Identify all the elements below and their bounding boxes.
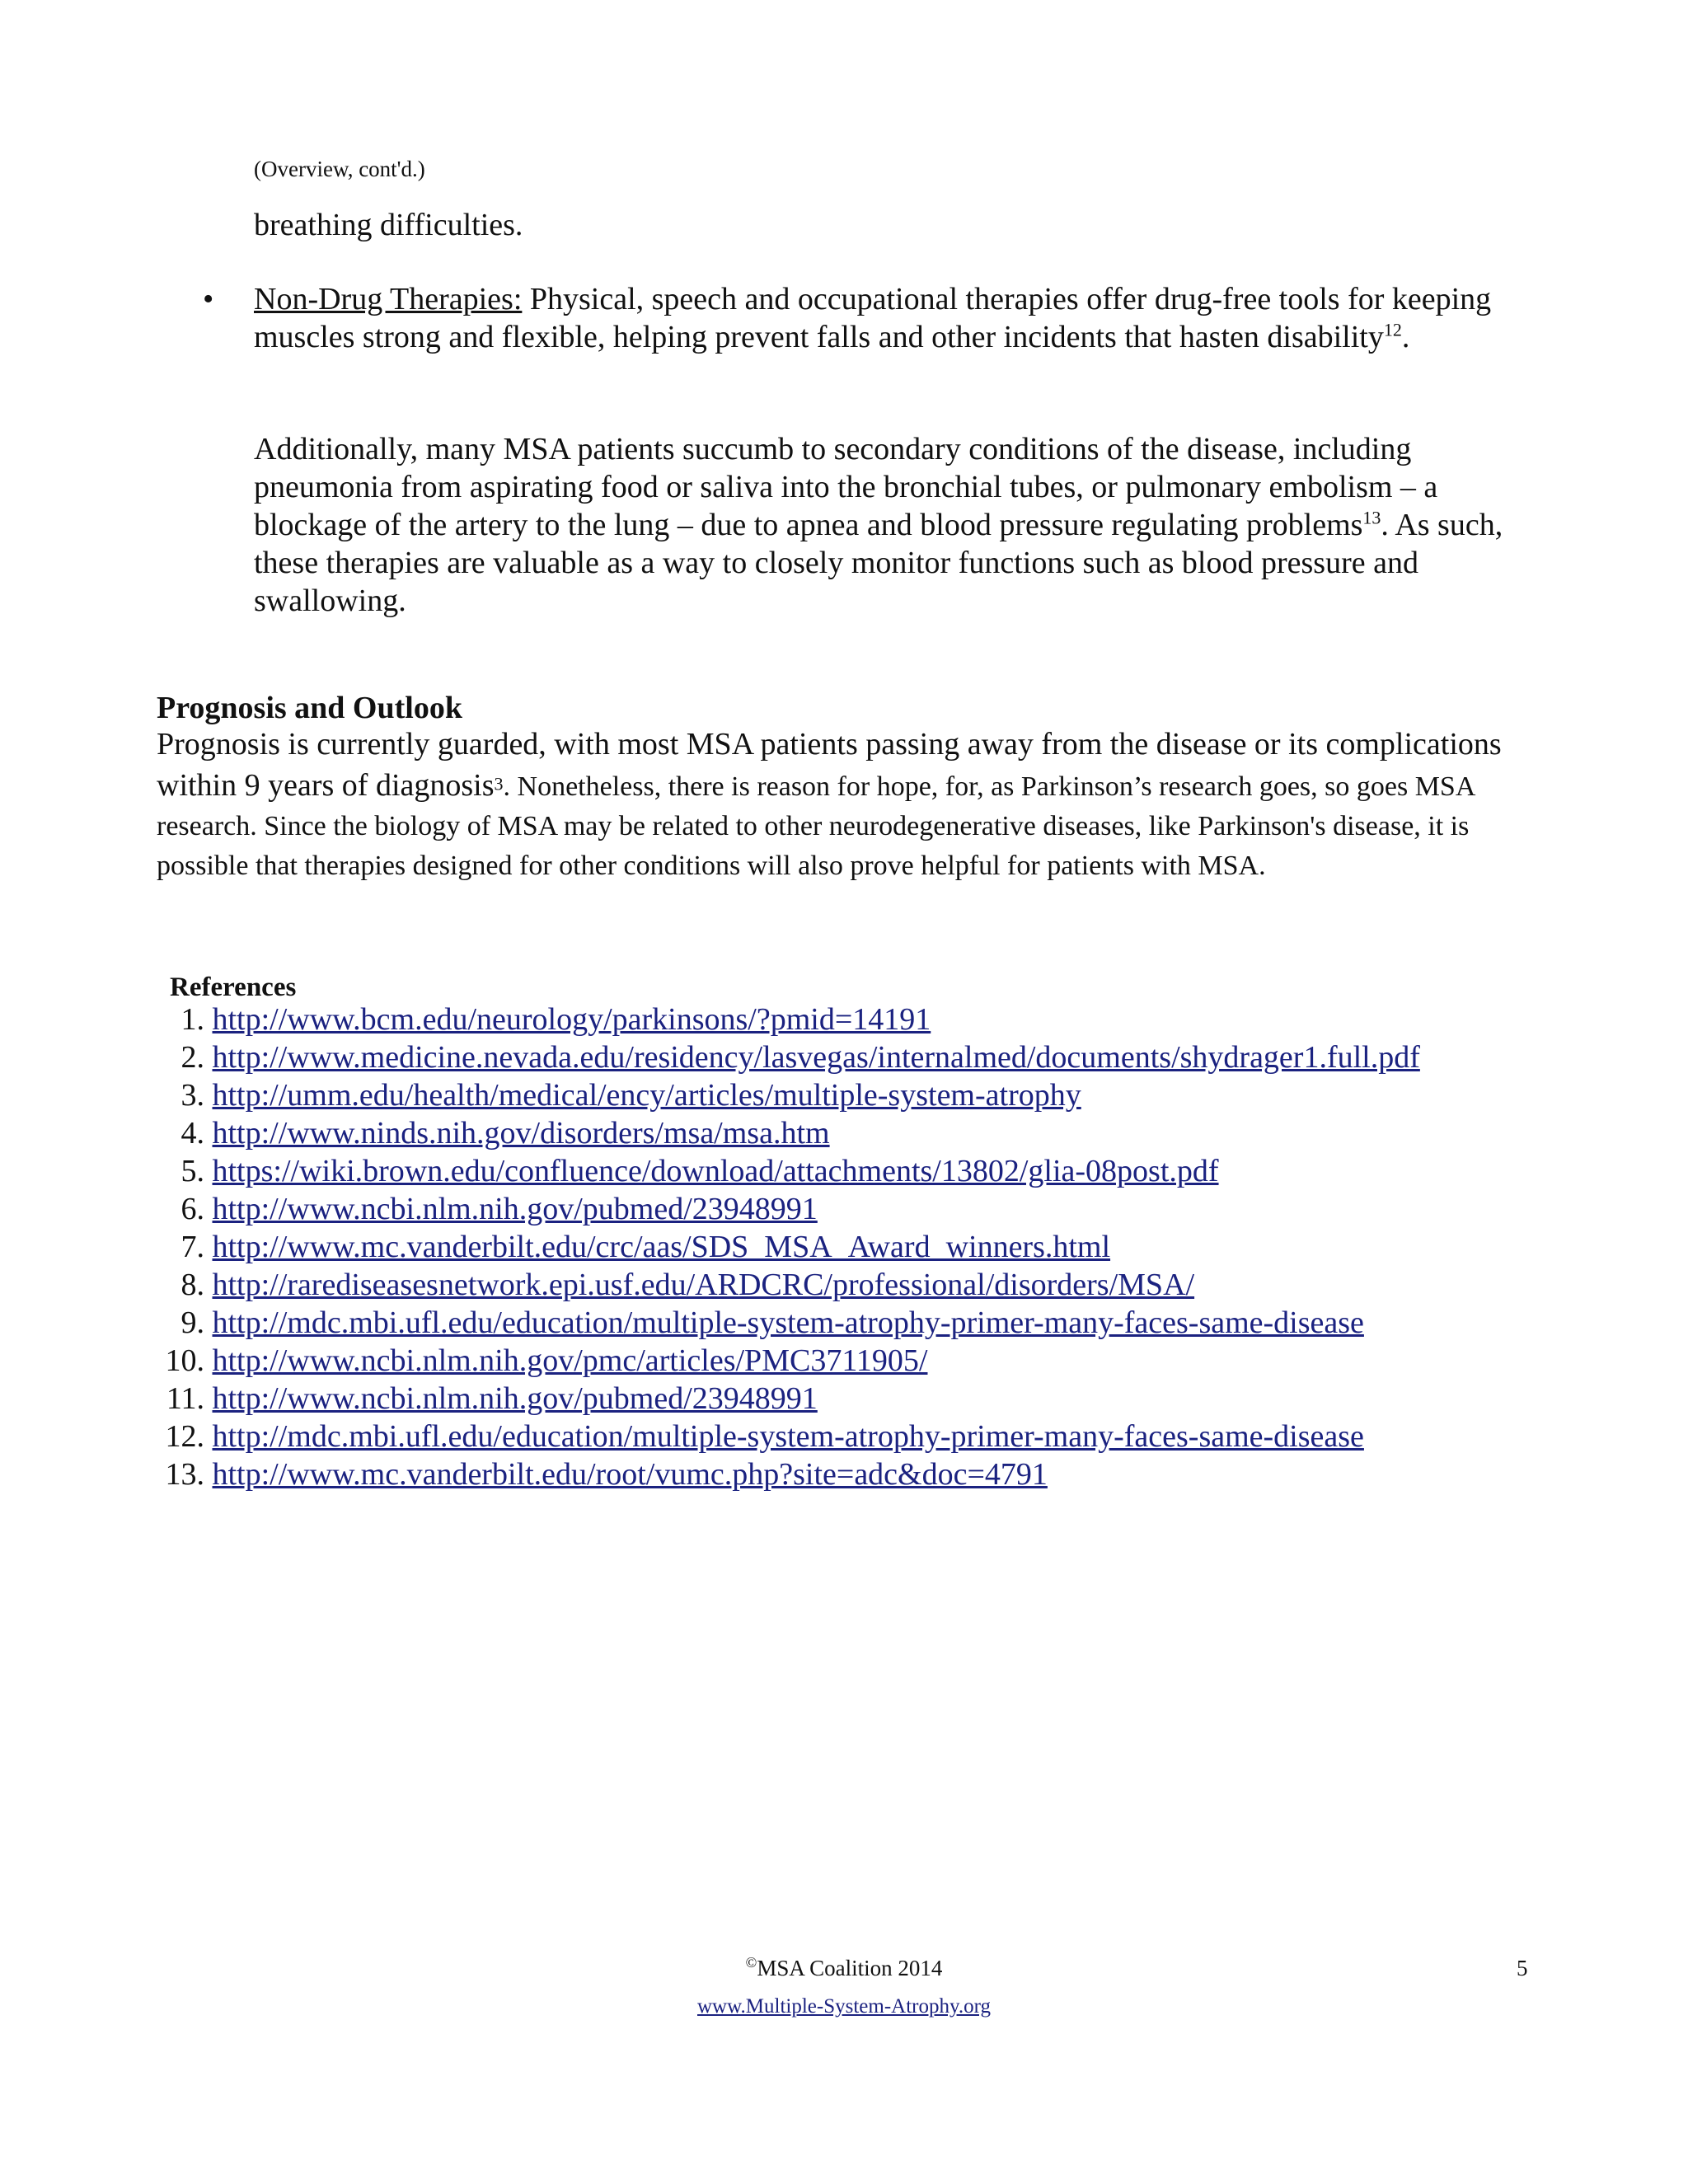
reference-link[interactable]: http://www.ninds.nih.gov/disorders/msa/msa.htm bbox=[212, 1116, 830, 1151]
reference-number: 12. bbox=[165, 1419, 204, 1454]
reference-link[interactable]: http://www.ncbi.nlm.nih.gov/pubmed/23948991 bbox=[212, 1381, 818, 1416]
continuation-note: (Overview, cont'd.) bbox=[254, 157, 425, 181]
copyright-symbol: © bbox=[745, 1954, 757, 1971]
reference-link[interactable]: http://www.medicine.nevada.edu/residency/lasvegas/internalmed/documents/shydrager1.full.pdf bbox=[212, 1040, 1420, 1075]
bullet-text-end: . bbox=[1401, 320, 1410, 354]
reference-link[interactable]: https://wiki.brown.edu/confluence/download/attachments/13802/glia-08post.pdf bbox=[212, 1154, 1219, 1188]
reference-item bbox=[148, 1304, 1420, 1342]
copyright-text: MSA Coalition 2014 bbox=[757, 1956, 943, 1980]
reference-link[interactable]: http://www.mc.vanderbilt.edu/crc/aas/SDS_MSA_Award_winners.html bbox=[212, 1230, 1111, 1264]
reference-item bbox=[148, 1455, 1420, 1493]
reference-number: 5. bbox=[181, 1154, 204, 1188]
reference-link[interactable]: http://www.bcm.edu/neurology/parkinsons/?pmid=14191 bbox=[212, 1002, 931, 1037]
prognosis-paragraph bbox=[157, 727, 1541, 888]
reference-item bbox=[148, 1190, 1420, 1228]
reference-number: 10. bbox=[165, 1343, 204, 1378]
footnote-marker: 12 bbox=[1383, 319, 1402, 340]
prognosis-text-end: . Nonetheless, there is reason for hope, for, as Parkinson’s research goes, so goes MSA research. Since the biology of MSA may be related to other neurodegenerative diseases, like Parkinson's disease, it is possible that therapies designed for other conditions will also prove helpful for patients with MSA. bbox=[157, 771, 1475, 881]
bullet-label: Non-Drug Therapies: bbox=[254, 282, 523, 316]
reference-number: 6. bbox=[181, 1192, 204, 1226]
bullet-text: Physical, speech and occupational therapies offer drug-free tools for keeping muscles strong and flexible, helping prevent falls and other incidents that hasten disability bbox=[254, 282, 1492, 354]
prognosis-text: Prognosis is currently guarded, with most MSA patients passing away from the disease or its complications within 9 years of diagnosis bbox=[157, 727, 1502, 803]
footnote-marker: 3 bbox=[494, 773, 504, 794]
section-heading-prognosis: Prognosis and Outlook bbox=[157, 691, 462, 725]
bullet-icon: • bbox=[203, 282, 214, 316]
additional-paragraph bbox=[254, 430, 1540, 620]
reference-item bbox=[148, 1418, 1420, 1455]
reference-link[interactable]: http://www.ncbi.nlm.nih.gov/pubmed/23948991 bbox=[212, 1192, 818, 1226]
references-list bbox=[148, 1001, 1420, 1493]
reference-item bbox=[148, 1038, 1420, 1076]
reference-item bbox=[148, 1342, 1420, 1380]
reference-link[interactable]: http://www.ncbi.nlm.nih.gov/pmc/articles/PMC3711905/ bbox=[212, 1343, 928, 1378]
website-link[interactable]: www.Multiple-System-Atrophy.org bbox=[697, 1995, 991, 2018]
reference-item bbox=[148, 1380, 1420, 1418]
reference-number: 3. bbox=[181, 1078, 204, 1113]
reference-link[interactable]: http://www.mc.vanderbilt.edu/root/vumc.php?site=adc&doc=4791 bbox=[212, 1457, 1048, 1492]
page-number: 5 bbox=[1517, 1956, 1528, 1980]
reference-item bbox=[148, 1152, 1420, 1190]
reference-number: 2. bbox=[181, 1040, 204, 1075]
reference-item bbox=[148, 1076, 1420, 1114]
reference-link[interactable]: http://rarediseasesnetwork.epi.usf.edu/ARDCRC/professional/disorders/MSA/ bbox=[212, 1268, 1195, 1302]
continued-paragraph: breathing difficulties. bbox=[254, 208, 523, 242]
reference-item bbox=[148, 1001, 1420, 1038]
reference-item bbox=[148, 1228, 1420, 1266]
reference-number: 9. bbox=[181, 1305, 204, 1340]
reference-number: 8. bbox=[181, 1268, 204, 1302]
reference-number: 1. bbox=[181, 1002, 204, 1037]
additional-text: Additionally, many MSA patients succumb to secondary conditions of the disease, including pneumonia from aspirating food or saliva into the bronchial tubes, or pulmonary embolism – a blockage of the artery to the lung – due to apnea and blood pressure regulating problems bbox=[254, 432, 1438, 542]
reference-item bbox=[148, 1114, 1420, 1152]
additional-text-end: . As such, these therapies are valuable as a way to closely monitor functions such as blood pressure and swallowing. bbox=[254, 508, 1503, 618]
footnote-marker: 13 bbox=[1362, 507, 1381, 528]
references-heading: References bbox=[170, 972, 297, 1002]
reference-number: 11. bbox=[166, 1381, 204, 1416]
reference-number: 4. bbox=[181, 1116, 204, 1151]
reference-link[interactable]: http://mdc.mbi.ufl.edu/education/multiple-system-atrophy-primer-many-faces-same-disease bbox=[212, 1419, 1364, 1454]
reference-link[interactable]: http://umm.edu/health/medical/ency/articles/multiple-system-atrophy bbox=[212, 1078, 1081, 1113]
reference-item bbox=[148, 1266, 1420, 1304]
reference-number: 7. bbox=[181, 1230, 204, 1264]
reference-number: 13. bbox=[165, 1457, 204, 1492]
footer-copyright bbox=[0, 1955, 1688, 1981]
reference-link[interactable]: http://mdc.mbi.ufl.edu/education/multiple-system-atrophy-primer-many-faces-same-disease bbox=[212, 1305, 1364, 1340]
footer-website bbox=[0, 1994, 1688, 2019]
bullet-item-non-drug-therapies bbox=[203, 280, 1540, 356]
